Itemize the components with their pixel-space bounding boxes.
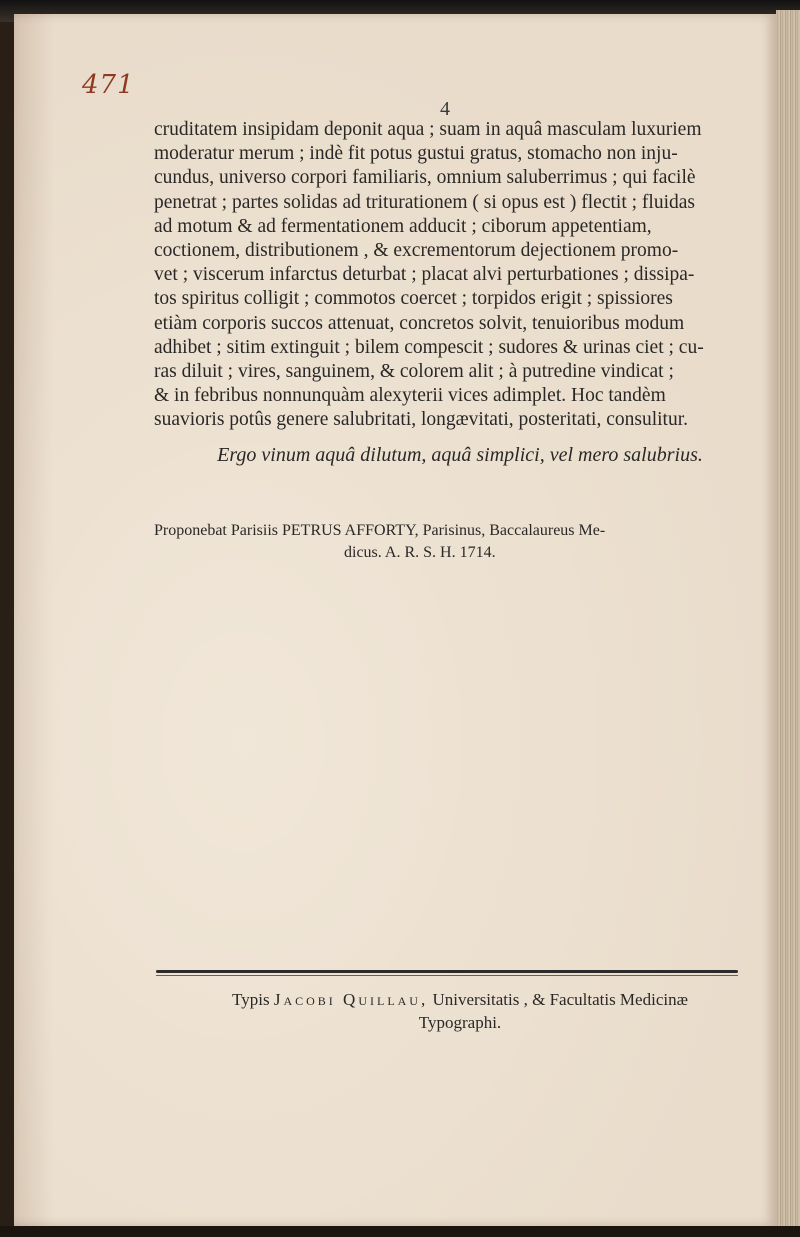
text-line: adhibet ; sitim extinguit ; bilem compescit ; sudores & urinas ciet ; cu- bbox=[154, 336, 704, 358]
divider-rule bbox=[156, 970, 738, 973]
divider-rule-thin bbox=[156, 975, 738, 976]
text-line: ras diluit ; vires, sanguinem, & colorem alit ; à putredine vindicat ; bbox=[154, 361, 674, 383]
imprint-line-1 bbox=[150, 988, 770, 1011]
printer-name: Jacobi Quillau, bbox=[273, 990, 429, 1009]
text-line: tos spiritus colligit ; commotos coercet ; torpidos erigit ; spissiores bbox=[154, 288, 673, 310]
text-line: vet ; viscerum infarctus deturbat ; placat alvi perturbationes ; dissipa- bbox=[154, 264, 695, 286]
imprint-line-2: Typographi. bbox=[418, 1013, 502, 1032]
handwritten-folio-number: 471 bbox=[82, 70, 135, 100]
book-bottom-edge bbox=[0, 1226, 800, 1237]
text-line: penetrat ; partes solidas ad triturationem ( si opus est ) flectit ; fluidas bbox=[154, 191, 695, 213]
proponent-statement bbox=[154, 520, 764, 564]
body-paragraph bbox=[154, 118, 766, 433]
text-line: cundus, universo corpori familiaris, omnium saluberrimus ; qui facilè bbox=[154, 167, 696, 189]
printer-imprint bbox=[150, 988, 770, 1034]
text-line: cruditatem insipidam deponit aqua ; suam in aquâ masculam luxuriem bbox=[154, 119, 702, 140]
page-edges bbox=[776, 10, 800, 1237]
text-line: coctionem, distributionem , & excrementorum dejectionem promo- bbox=[154, 240, 679, 262]
text-line: ad motum & ad fermentationem adducit ; ciborum appetentiam, bbox=[154, 215, 652, 237]
signature-mark: 4 bbox=[440, 98, 450, 120]
proponent-line-1: Proponebat Parisiis PETRUS AFFORTY, Parisinus, Baccalaureus Me- bbox=[154, 522, 606, 539]
text-line: suavioris potûs genere salubritati, longævitati, posteritati, consulitur. bbox=[154, 409, 689, 431]
proponent-line-2: dicus. A. R. S. H. 1714. bbox=[344, 544, 496, 561]
imprint-university: Universitatis , & Facultatis Medicinæ bbox=[432, 990, 688, 1009]
imprint-typis: Typis bbox=[232, 990, 270, 1009]
thesis-conclusion: Ergo vinum aquâ dilutum, aquâ simplici, vel mero salubrius. bbox=[217, 444, 703, 466]
text-line: & in febribus nonnunquàm alexyterii vices adimplet. Hoc tandèm bbox=[154, 385, 666, 407]
text-line: etiàm corporis succos attenuat, concretos solvit, tenuioribus modum bbox=[154, 312, 685, 334]
text-line: moderatur merum ; indè fit potus gustui gratus, stomacho non inju- bbox=[154, 143, 678, 165]
